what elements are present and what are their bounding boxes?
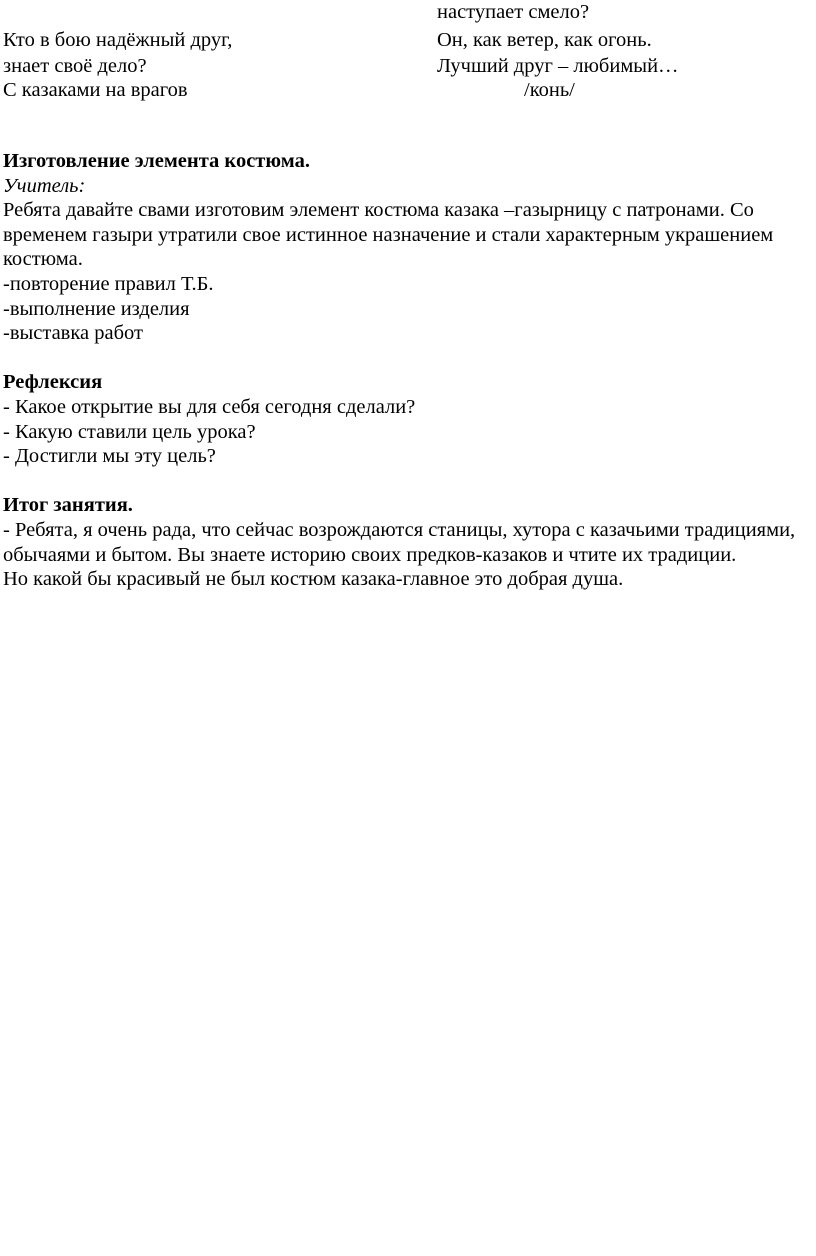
spacer: [3, 469, 811, 494]
step-item: -выполнение изделия: [3, 297, 190, 320]
riddle-left-line-3: С казаками на врагов: [3, 79, 188, 101]
reflection-question: - Достигли мы эту цель?: [3, 445, 216, 468]
step-item: -повторение правил Т.Б.: [3, 272, 214, 295]
teacher-label: Учитель:: [3, 174, 86, 197]
spacer: [3, 346, 811, 371]
riddle-right-line-2: Лучший друг – любимый…: [437, 55, 679, 77]
riddle-poem: [3, 0, 803, 110]
reflection-question: - Какое открытие вы для себя сегодня сделали?: [3, 395, 416, 418]
costume-heading: Изготовление элемента костюма.: [3, 150, 310, 172]
riddle-right-line-0: наступает смело?: [437, 1, 590, 23]
riddle-left-line-2: знает своё дело?: [3, 55, 147, 77]
summary-closing: Но какой бы красивый не был костюм казака-главное это добрая душа.: [3, 568, 624, 591]
step-item: -выставка работ: [3, 322, 143, 345]
costume-paragraph: Ребята давайте свами изготовим элемент костюма казака –газырницу с патронами. Со временем газыри утратили свое истинное назначение и стали характерным украшением костюма.: [3, 199, 774, 271]
summary-heading: Итог занятия.: [3, 494, 133, 517]
reflection-question: - Какую ставили цель урока?: [3, 420, 256, 443]
summary-paragraph: - Ребята, я очень рада, что сейчас возрождаются станицы, хутора с казачьими традициями, обычаями и бытом. Вы знаете историю своих предков-казаков и чтите их традиции.: [3, 518, 796, 566]
riddle-left-line-1: Кто в бою надёжный друг,: [3, 29, 233, 51]
document-body: [3, 149, 811, 592]
riddle-right-line-1: Он, как ветер, как огонь.: [437, 29, 652, 51]
reflection-heading: Рефлексия: [3, 371, 103, 394]
riddle-answer: /конь/: [524, 79, 575, 101]
